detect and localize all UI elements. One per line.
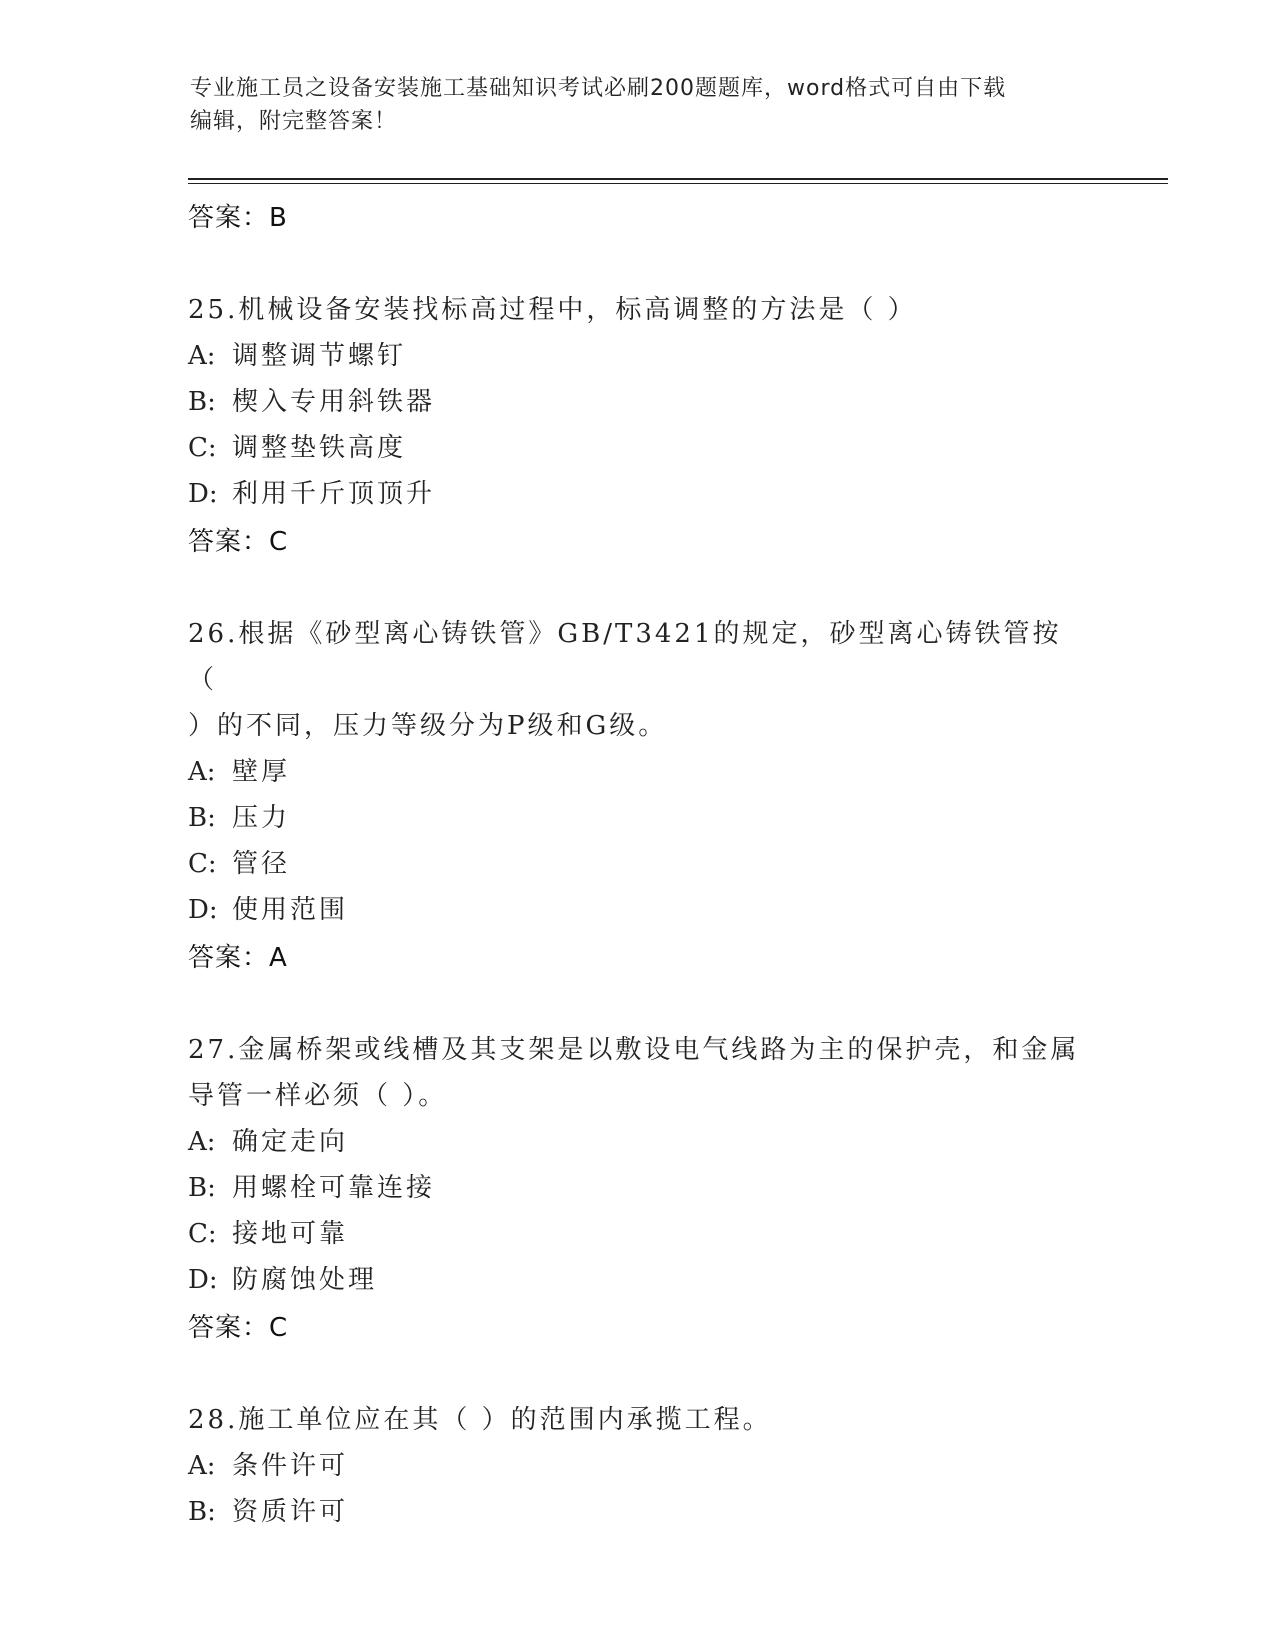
question-text-line-1: 27.金属桥架或线槽及其支架是以敷设电气线路为主的保护壳，和金属 (188, 1035, 1080, 1065)
header-line-2: 编辑，附完整答案！ (190, 109, 398, 134)
option-a: A: 调整调节螺钉 (188, 341, 407, 371)
option-c: C: 管径 (188, 849, 291, 879)
option-b: B: 楔入专用斜铁器 (188, 387, 436, 417)
option-b: B: 用螺栓可靠连接 (188, 1173, 436, 1203)
question-text: 28.施工单位应在其（ ）的范围内承揽工程。 (188, 1405, 772, 1435)
option-c: C: 接地可靠 (188, 1219, 349, 1249)
option-d: D: 使用范围 (188, 895, 349, 925)
question-text-line-2: 导管一样必须（ ）。 (188, 1081, 448, 1111)
option-a: A: 条件许可 (188, 1451, 349, 1481)
question-26 (188, 611, 1088, 975)
question-25 (188, 287, 1088, 559)
header-divider (188, 178, 1168, 180)
option-b: B: 压力 (188, 803, 291, 833)
answer: 答案：A (188, 943, 288, 973)
option-a: A: 确定走向 (188, 1127, 349, 1157)
question-text-line-1: 26.根据《砂型离心铸铁管》GB/T3421的规定，砂型离心铸铁管按（ (188, 619, 1062, 695)
question-list (188, 193, 1088, 1535)
header-line-1: 专业施工员之设备安装施工基础知识考试必刷200题题库，word格式可自由下载 (190, 76, 1007, 101)
option-d: D: 防腐蚀处理 (188, 1265, 378, 1295)
option-b: B: 资质许可 (188, 1497, 349, 1527)
document-header (190, 72, 1080, 138)
question-27 (188, 1027, 1088, 1345)
question-28 (188, 1397, 1088, 1535)
header-divider-thin (188, 183, 1168, 184)
question-text: 25.机械设备安装找标高过程中，标高调整的方法是（ ） (188, 295, 917, 325)
option-d: D: 利用千斤顶顶升 (188, 479, 436, 509)
answer: 答案：C (188, 1313, 289, 1343)
option-c: C: 调整垫铁高度 (188, 433, 407, 463)
option-a: A: 壁厚 (188, 757, 291, 787)
question-text-line-2: ）的不同，压力等级分为P级和G级。 (188, 711, 668, 741)
answer: 答案：C (188, 527, 289, 557)
previous-answer: 答案：B (188, 203, 288, 233)
